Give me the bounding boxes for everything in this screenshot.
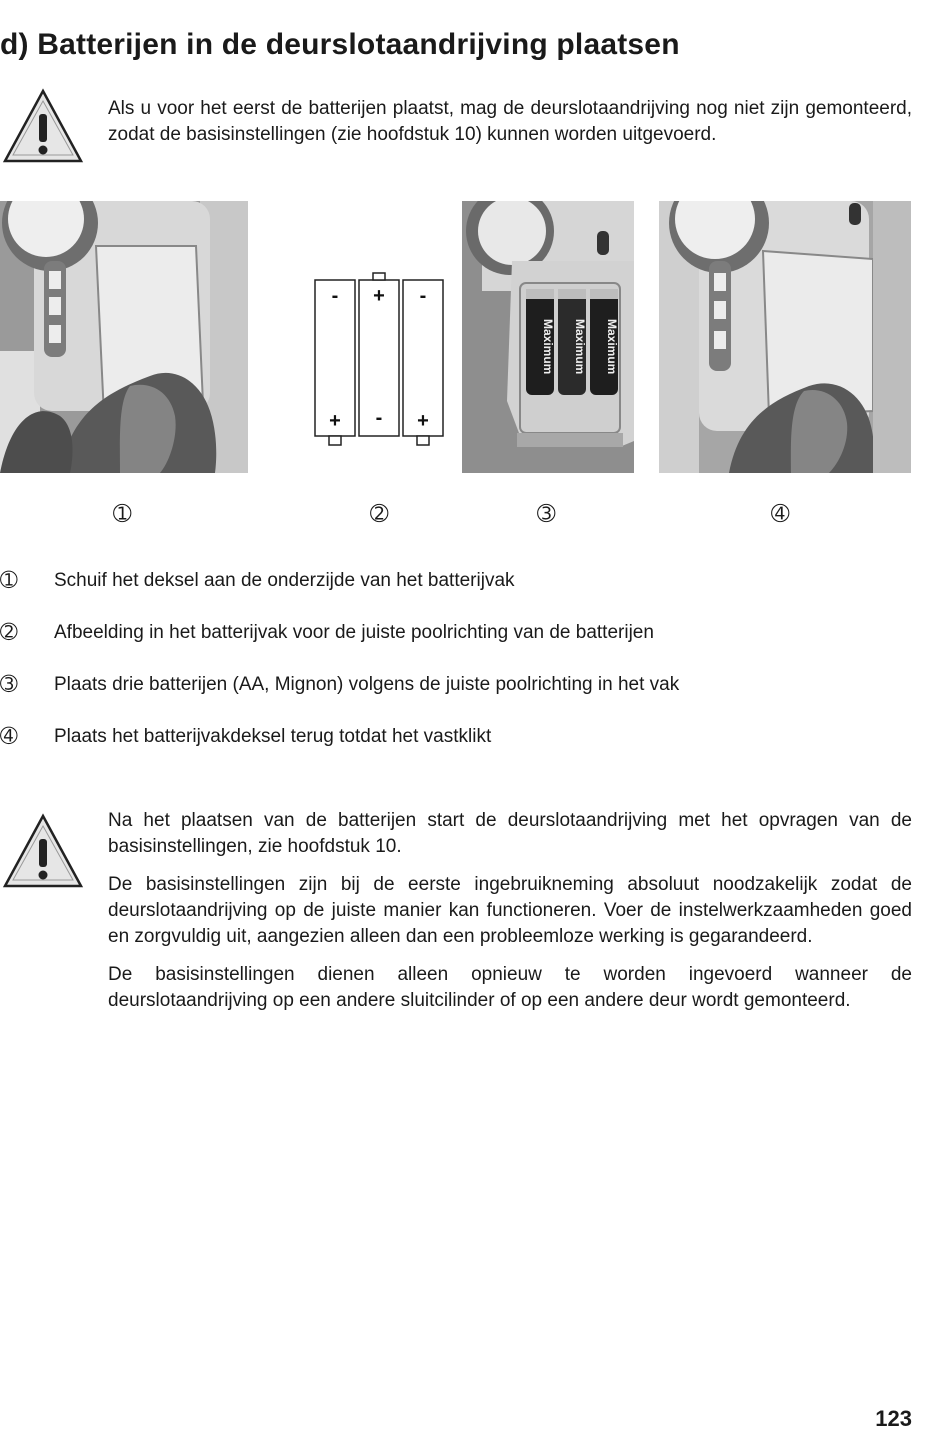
warning-paragraph: De basisinstellingen zijn bij de eerste ingebruikneming absoluut noodzakelijk zodat de deurslotaandrijving op de juiste manier kan functioneren. Voer de instelwerkzaamheden goed en zorgvuldig uit, aangezien alleen dan een probleemloze werking is gegarandeerd. [108,874,912,947]
photo-close-cover [659,201,911,473]
figure-label-1: ➀ [113,501,132,526]
step-text: Afbeelding in het batterijvak voor de juiste poolrichting van de batterijen [54,622,654,643]
warning-triangle-icon [2,88,84,164]
sign-bottom-2: - [375,407,383,429]
photo-open-cover [0,201,248,473]
warning-triangle-icon [2,813,84,889]
warning-text-2 [108,808,912,1026]
sign-top-3: - [419,285,427,307]
battery-brand-2: Maximum [573,319,587,375]
warning-paragraph: Als u voor het eerst de batterijen plaatst, mag de deurslotaandrijving nog niet zijn gemonteerd, zodat de basisinstellingen (zie hoofdstuk 10) kunnen worden uitgevoerd. [108,98,912,145]
step-text: Schuif het deksel aan de onderzijde van het batterijvak [54,570,515,591]
photo-batteries-inserted [462,201,634,473]
sign-top-1: - [331,285,339,307]
sign-bottom-3: + [417,410,429,432]
sign-bottom-1: + [329,410,341,432]
figure-label-4: ➃ [771,501,790,526]
sign-top-2: + [373,285,385,307]
step-text: Plaats het batterijvakdeksel terug totdat het vastklikt [54,726,492,747]
step-number: ➁ [0,621,18,644]
battery-brand-1: Maximum [541,319,555,375]
battery-brand-3: Maximum [605,319,619,375]
warning-text-1 [108,96,912,160]
step-number: ➃ [0,725,18,748]
step-text: Plaats drie batterijen (AA, Mignon) volgens de juiste poolrichting in het vak [54,674,680,695]
warning-paragraph: Na het plaatsen van de batterijen start de deurslotaandrijving met het opvragen van de basisinstellingen, zie hoofdstuk 10. [108,810,912,857]
polarity-diagram [312,272,446,458]
figure-label-2: ➁ [370,501,389,526]
step-number: ➀ [0,569,18,592]
step-number: ➂ [0,673,18,696]
page-number: 123 [875,1406,912,1431]
figure-label-3: ➂ [537,501,556,526]
page-title: d) Batterijen in de deurslotaandrijving plaatsen [0,28,680,61]
warning-paragraph: De basisinstellingen dienen alleen opnieuw te worden ingevoerd wanneer de deurslotaandrijving op een andere sluitcilinder of op een andere deur wordt gemonteerd. [108,964,912,1011]
